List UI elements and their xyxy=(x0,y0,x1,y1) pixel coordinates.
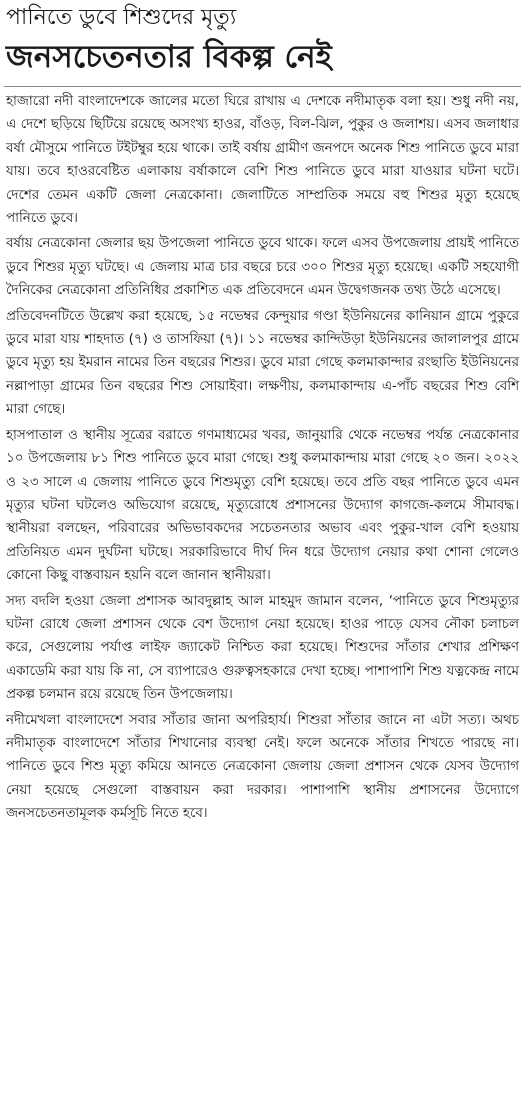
article-paragraph: প্রতিবেদনটিতে উল্লেখ করা হয়েছে, ১৫ নভেম্বর কেন্দুয়ার গণ্ডা ইউনিয়নের কানিয়ান গ্রামে পুকুরে ডুবে মারা যায় শাহদাত (৭) ও তাসফিয়া (৭)। ১১ নভেম্বর কান্দিউড়া ইউনিয়নের জালালপুর গ্রামে ডুবে মৃত্যু হয় ইমরান নামের তিন বছরের শিশুর। ডুবে মারা গেছে কলমাকান্দার রংছাতি ইউনিয়নের নল্লাপাড়া গ্রামের তিন বছরের শিশু সোয়াইবা। লক্ষণীয়, কলমাকান্দায় এ-পাঁচ বছরের শিশু বেশি মারা গেছে। xyxy=(6,308,519,418)
article-body xyxy=(4,90,521,826)
article-paragraph: বর্ষায় নেত্রকোনা জেলার ছয় উপজেলা পানিতে ডুবে থাকে। ফলে এসব উপজেলায় প্রায়ই পানিতে ডুবে শিশুর মৃত্যু ঘটছে। এ জেলায় মাত্র চার বছরে চরে ৩০০ শিশুর মৃত্যু হয়েছে। একটি সহযোগী দৈনিকের নেত্রকোনা প্রতিনিধির প্রকাশিত এক প্রতিবেদনে এমন উদ্বেগজনক তথ্য উঠে এসেছে। xyxy=(6,236,519,299)
editorial-article xyxy=(4,0,521,1116)
article-headline: জনসচেতনতার বিকল্প নেই xyxy=(6,39,332,75)
article-kicker: পানিতে ডুবে শিশুদের মৃত্যু xyxy=(6,5,237,30)
article-paragraph: হাজারো নদী বাংলাদেশকে জালের মতো ঘিরে রাখায় এ দেশকে নদীমাতৃক বলা হয়। শুধু নদী নয়, এ দেশে ছড়িয়ে ছিটিয়ে রয়েছে অসংখ্য হাওর, বাঁওড়, বিল-ঝিল, পুকুর ও জলাশয়। এসব জলাধার বর্ষা মৌসুমে পানিতে টইটম্বুর হয়ে থাকে। তাই বর্ষায় গ্রামীণ জনপদে অনেক শিশু পানিতে ডুবে মারা যায়। তবে হাওরবেষ্টিত এলাকায় বর্ষাকালে বেশি শিশু পানিতে ডুবে মারা যাওয়ার ঘটনা ঘটে। দেশের তেমন একটি জেলা নেত্রকোনা। জেলাটিতে সাম্প্রতিক সময়ে বহু শিশুর মৃত্যু হয়েছে পানিতে ডুবে। xyxy=(6,94,519,227)
article-paragraph: নদীমেখলা বাংলাদেশে সবার সাঁতার জানা অপরিহার্য। শিশুরা সাঁতার জানে না এটা সত্য। অথচ নদীমাতৃক বাংলাদেশে সাঁতার শিখানোর ব্যবস্থা নেই। ফলে অনেকে সাঁতার শিখতে পারছে না। পানিতে ডুবে শিশু মৃত্যু কমিয়ে আনতে নেত্রকোনা জেলায় জেলা প্রশাসন থেকে যেসব উদ্যোগ নেয়া হয়েছে সেগুলো বাস্তবায়ন করা দরকার। পাশাপাশি স্থানীয় প্রশাসনের উদ্যোগে জনসচেতনতামূলক কর্মসূচি নিতে হবে। xyxy=(6,712,519,822)
headline-divider xyxy=(4,86,521,87)
article-paragraph: হাসপাতাল ও স্থানীয় সূত্রের বরাতে গণমাধ্যমের খবর, জানুয়ারি থেকে নভেম্বর পর্যন্ত নেত্রকোনার ১০ উপজেলায় ৮১ শিশু পানিতে ডুবে মারা গেছে। শুধু কলমাকান্দায় মারা গেছে ২০ জন। ২০২২ ও ২৩ সালে এ জেলায় পানিতে ডুবে শিশুমৃত্যু বেশি হয়েছে। তবে প্রতি বছর পানিতে ডুবে এমন মৃত্যুর ঘটনা ঘটলেও অভিযোগ রয়েছে, মৃত্যুরোধে প্রশাসনের উদ্যোগ কাগজে-কলমে সীমাবদ্ধ। স্থানীয়রা বলছেন, পরিবারের অভিভাবকদের সচেতনতার অভাব এবং পুকুর-খাল বেশি হওয়ায় প্রতিনিয়ত এমন দুর্ঘটনা ঘটছে। সরকারিভাবে দীর্ঘ দিন ধরে উদ্যোগ নেয়ার কথা শোনা গেলেও কোনো কিছু বাস্তবায়ন হয়নি বলে জানান স্থানীয়রা। xyxy=(6,427,519,584)
article-paragraph: সদ্য বদলি হওয়া জেলা প্রশাসক আবদুল্লাহ আল মাহমুদ জামান বলেন, ‘পানিতে ডুবে শিশুমৃত্যুর ঘটনা রোধে জেলা প্রশাসন থেকে বেশ উদ্যোগ নেয়া হয়েছে। হাওর পাড়ে যেসব নৌকা চলাচল করে, সেগুলোয় পর্যাপ্ত লাইফ জ্যাকেট নিশ্চিত করা হয়েছে। শিশুদের সাঁতার শেখার প্রশিক্ষণ একাডেমি করা যায় কি না, সে ব্যাপারেও গুরুত্বসহকারে দেখা হচ্ছে। পাশাপাশি শিশু যত্নকেন্দ্র নামে প্রকল্প চলমান রয়ে রয়েছে তিন উপজেলায়। xyxy=(6,593,519,703)
